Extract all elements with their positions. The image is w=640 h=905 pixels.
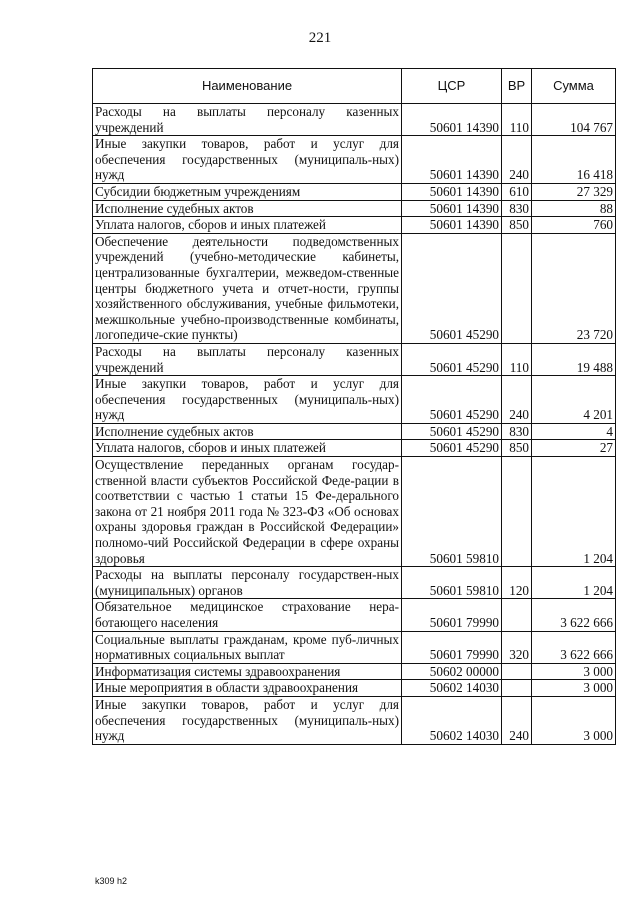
row-name: Иные закупки товаров, работ и услуг для обеспечения государственных (муниципаль-ных) нужд [93,696,402,744]
row-csr: 50602 00000 [402,663,502,680]
row-vr: 830 [502,200,532,217]
table-row [93,440,616,457]
table-row [93,423,616,440]
table-row [93,343,616,375]
table-row [93,217,616,234]
row-csr: 50601 59810 [402,567,502,599]
row-name: Уплата налогов, сборов и иных платежей [93,440,402,457]
row-sum: 4 201 [532,376,616,424]
page-number: 221 [308,30,332,46]
row-name: Социальные выплаты гражданам, кроме пуб-личных нормативных социальных выплат [93,631,402,663]
row-vr: 850 [502,440,532,457]
row-vr: 240 [502,376,532,424]
row-vr: 240 [502,696,532,744]
row-name: Иные закупки товаров, работ и услуг для обеспечения государственных (муниципаль-ных) нужд [93,136,402,184]
row-sum: 3 622 666 [532,599,616,631]
row-vr: 610 [502,183,532,200]
row-sum: 23 720 [532,233,616,343]
row-vr: 110 [502,104,532,136]
row-sum: 3 622 666 [532,631,616,663]
row-sum: 3 000 [532,696,616,744]
row-vr [502,233,532,343]
row-name: Расходы на выплаты персоналу казенных учреждений [93,104,402,136]
table-row [93,376,616,424]
table-row [93,457,616,567]
table-row [93,200,616,217]
row-csr: 50602 14030 [402,696,502,744]
row-sum: 27 329 [532,183,616,200]
row-vr [502,663,532,680]
table-row [93,104,616,136]
row-vr: 830 [502,423,532,440]
table-row [93,567,616,599]
table-row [93,233,616,343]
row-vr: 320 [502,631,532,663]
row-csr: 50601 45290 [402,233,502,343]
column-header-vr: ВР [502,69,532,104]
row-name: Информатизация системы здравоохранения [93,663,402,680]
table-row [93,663,616,680]
row-name: Обеспечение деятельности подведомственных учреждений (учебно-методические кабинеты, централизованные бухгалтерии, межведом-ственные центры бюджетного учета и отчет-ности, группы хозяйственного обслуживания, учебные фильмотеки, межшкольные учебно-производственные комбинаты, логопедиче-ские пункты) [93,233,402,343]
row-name: Расходы на выплаты персоналу казенных учреждений [93,343,402,375]
table-row [93,631,616,663]
row-name: Субсидии бюджетным учреждениям [93,183,402,200]
row-vr: 120 [502,567,532,599]
row-vr: 850 [502,217,532,234]
row-sum: 3 000 [532,680,616,697]
row-name: Исполнение судебных актов [93,423,402,440]
row-sum: 1 204 [532,457,616,567]
row-name: Исполнение судебных актов [93,200,402,217]
row-name: Иные мероприятия в области здравоохранения [93,680,402,697]
table-row [93,680,616,697]
row-name: Осуществление переданных органам государ-ственной власти субъектов Российской Феде-рации в соответствии с частью 1 статьи 15 Фе-дерального закона от 21 ноября 2011 года № 323-ФЗ «Об основах охраны здоровья граждан в Российской Федерации» полномо-чий Российской Федерации в сфере охраны здоровья [93,457,402,567]
row-sum: 760 [532,217,616,234]
row-csr: 50601 79990 [402,631,502,663]
row-sum: 88 [532,200,616,217]
row-sum: 1 204 [532,567,616,599]
row-csr: 50601 14390 [402,200,502,217]
row-name: Обязательное медицинское страхование нера-ботающего населения [93,599,402,631]
row-name: Иные закупки товаров, работ и услуг для обеспечения государственных (муниципаль-ных) нужд [93,376,402,424]
column-header-csr: ЦСР [402,69,502,104]
table-row [93,696,616,744]
row-csr: 50601 45290 [402,423,502,440]
row-csr: 50601 14390 [402,136,502,184]
footer-document-code: k309 h2 [95,876,128,886]
table-row [93,599,616,631]
row-sum: 16 418 [532,136,616,184]
row-csr: 50601 79990 [402,599,502,631]
table-row [93,183,616,200]
row-csr: 50601 59810 [402,457,502,567]
row-vr [502,680,532,697]
row-vr: 240 [502,136,532,184]
row-csr: 50601 45290 [402,376,502,424]
row-sum: 27 [532,440,616,457]
row-csr: 50601 45290 [402,343,502,375]
row-csr: 50601 14390 [402,217,502,234]
row-csr: 50601 14390 [402,183,502,200]
row-sum: 3 000 [532,663,616,680]
column-header-name: Наименование [93,69,402,104]
row-sum: 4 [532,423,616,440]
row-vr [502,599,532,631]
row-csr: 50602 14030 [402,680,502,697]
row-vr [502,457,532,567]
row-sum: 104 767 [532,104,616,136]
row-name: Уплата налогов, сборов и иных платежей [93,217,402,234]
column-header-sum: Сумма [532,69,616,104]
row-name: Расходы на выплаты персоналу государствен-ных (муниципальных) органов [93,567,402,599]
row-csr: 50601 45290 [402,440,502,457]
table-row [93,136,616,184]
budget-table [92,68,616,745]
row-csr: 50601 14390 [402,104,502,136]
row-vr: 110 [502,343,532,375]
table-header-row [93,69,616,104]
row-sum: 19 488 [532,343,616,375]
